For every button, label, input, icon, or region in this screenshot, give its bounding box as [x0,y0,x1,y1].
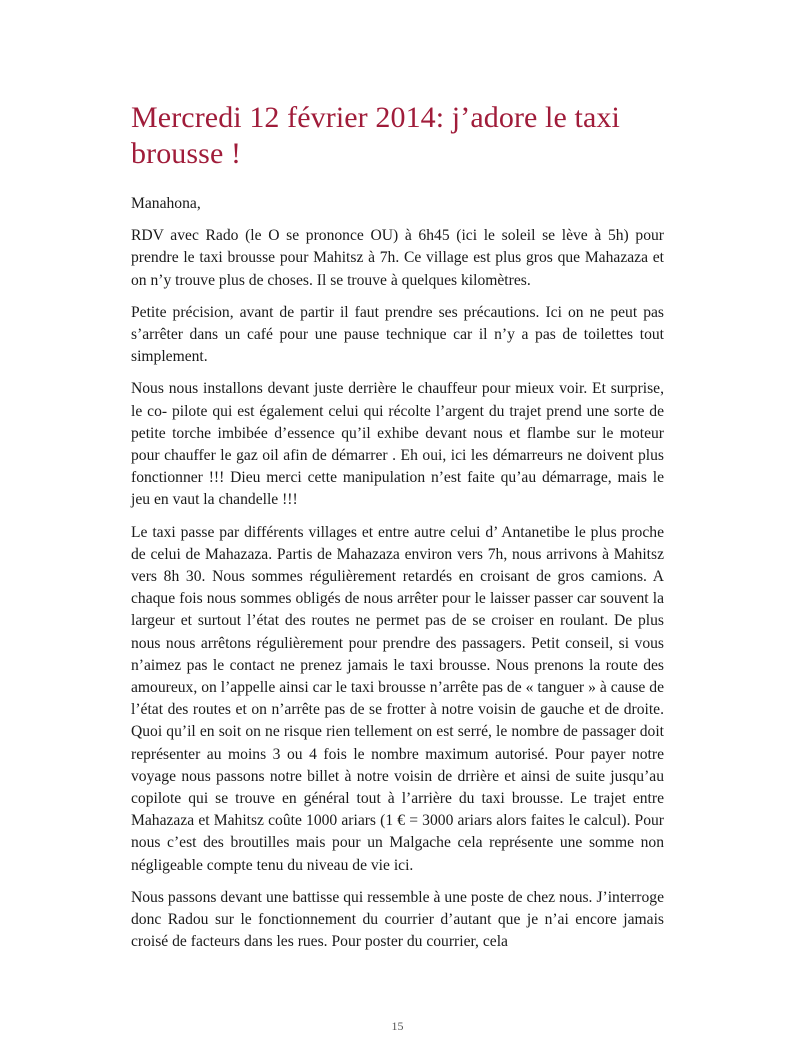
paragraph: RDV avec Rado (le O se prononce OU) à 6h45 (ici le soleil se lève à 5h) pour prendre le taxi brousse pour Mahitsz à 7h. Ce village est plus gros que Mahazaza et on n’y trouve plus de choses. Il se trouve à quelques kilomètres. [131,227,664,289]
paragraph: Petite précision, avant de partir il faut prendre ses précautions. Ici on ne peut pas s’arrêter dans un café pour une pause technique car il n’y a pas de toilettes tout simplement. [131,303,664,366]
page-content [131,100,664,964]
paragraph: Nous nous installons devant juste derrière le chauffeur pour mieux voir. Et surprise, le co- pilote qui est également celui qui récolte l’argent du trajet prend une sorte de petite torche imbibée d’essence qu’il exhibe devant nous et flambe sur le moteur pour chauffer le gaz oil afin de démarrer . Eh oui, ici les démarreurs ne doivent plus fonctionner !!! Dieu merci cette manipulation n’est faite qu’au démarrage, mais le jeu en vaut la chandelle !!! [131,380,664,509]
greeting: Manahona, [131,195,201,212]
paragraph: Le taxi passe par différents villages et entre autre celui d’ Antanetibe le plus proche de celui de Mahazaza. Partis de Mahazaza environ vers 7h, nous arrivons à Mahitsz vers 8h 30. Nous sommes régulièrement retardés en croisant de gros camions. A chaque fois nous sommes obligés de nous arrêter pour le laisser passer car souvent la largeur et surtout l’état des routes ne permet pas de se croiser en roulant. De plus nous nous arrêtons régulièrement pour prendre des passagers. Petit conseil, si vous n’aimez pas le contact ne prenez jamais le taxi brousse. Nous prenons la route des amoureux, on l’appelle ainsi car le taxi brousse n’arrête pas de « tanguer » à cause de l’état des routes et on n’arrête pas de se frotter à notre voisin de gauche et de droite. Quoi qu’il en soit on ne risque rien tellement on est serré, le nombre de passager doit représenter au moins 3 ou 4 fois le nombre maximum autorisé. Pour payer notre voyage nous passons notre billet à notre voisin de drrière et ainsi de suite jusqu’au copilote qui se trouve en général tout à l’arrière du taxi brousse. Le trajet entre Mahazaza et Mahitsz coûte 1000 ariars (1 € = 3000 ariars alors faites le calcul). Pour nous c’est des broutilles mais pour un Malgache cela représente une somme non négligeable compte tenu du niveau de vie ici. [131,523,664,874]
page-title: Mercredi 12 février 2014: j’adore le taxi brousse ! [131,101,620,170]
page-number: 15 [391,1019,404,1033]
paragraph: Nous passons devant une battisse qui ressemble à une poste de chez nous. J’interroge donc Radou sur le fonctionnement du courrier d’autant que je n’ai encore jamais croisé de facteurs dans les rues. Pour poster du courrier, cela [131,888,664,951]
